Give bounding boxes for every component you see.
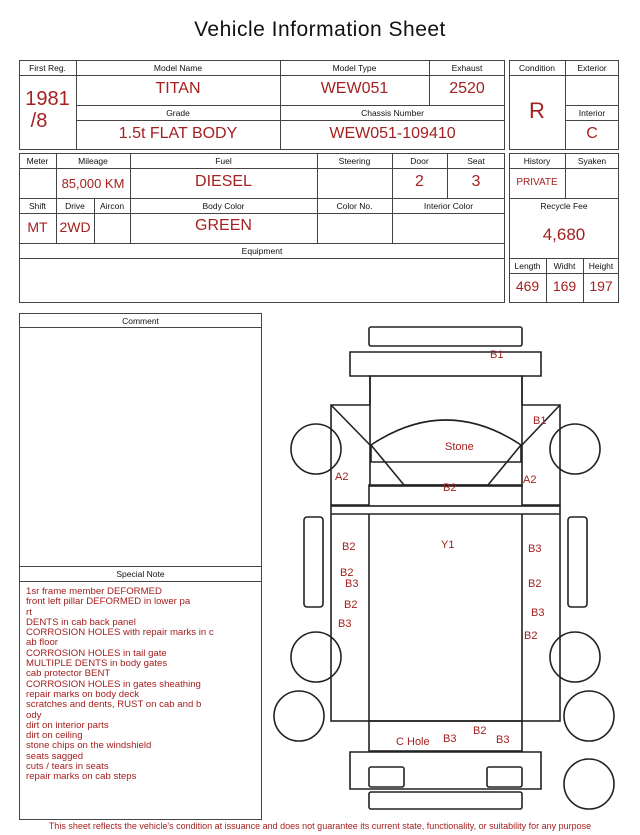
special-note-line: repair marks on body deck [26,688,140,700]
first-reg-year: 1981 [25,88,70,110]
length-label: Length [514,261,541,271]
special-note-line: DENTS in cab back panel [26,616,136,628]
comment-label: Comment [122,316,159,326]
front-bumper-outline [369,327,522,346]
wheel-rear-left [274,691,324,741]
door-label: Door [410,156,429,166]
mark-b2-back-1: B2 [473,725,487,737]
truck-damage-diagram [262,310,640,820]
equipment-label: Equipment [241,246,283,256]
special-note-line: scratches and dents, RUST on cab and b [26,699,202,711]
wheel-mid-right [550,632,600,682]
first-reg-month: /8 [30,110,48,132]
mark-b3-back-2: B3 [496,734,510,746]
wheel-rear-right [564,691,614,741]
special-note-line: dirt on interior parts [26,719,109,731]
mark-b1-right: B1 [533,415,547,427]
right-side-rail [568,517,587,607]
mark-b2-left-2: B2 [340,567,354,579]
mark-b1-top: B1 [490,349,504,361]
wheel-mid-left [291,632,341,682]
cab-roof-outline [370,376,522,486]
mark-stone: Stone [445,441,474,453]
syaken-label: Syaken [577,156,607,166]
mark-b2-left-3: B2 [344,599,358,611]
body-color-label: Body Color [202,201,245,211]
mark-b2-right-2: B2 [524,630,538,642]
mark-c-hole: C Hole [396,736,430,748]
door-value: 2 [415,173,424,190]
steering-label: Steering [338,156,371,166]
special-note-line: repair marks on cab steps [26,771,137,783]
exhaust-label: Exhaust [451,63,483,73]
mark-a2-left: A2 [335,471,349,483]
model-name-label: Model Name [153,63,203,73]
history-value: PRIVATE [516,177,558,188]
left-side-rail [304,517,323,607]
page-title: Vehicle Information Sheet [194,18,446,41]
special-note-line: dirt on ceiling [26,730,83,742]
grade-label: Grade [166,108,190,118]
color-no-label: Color No. [336,201,373,211]
special-note-line: MULTIPLE DENTS in body gates [26,658,168,670]
model-type-label: Model Type [332,63,377,73]
body-color-value: GREEN [195,217,252,234]
mileage-label: Mileage [78,156,108,166]
height-label: Height [588,261,614,271]
rear-bumper-outline [350,752,541,789]
mark-b3-right-1: B3 [528,543,542,555]
exterior-label: Exterior [577,63,607,73]
recycle-fee-value: 4,680 [542,225,586,244]
condition-value: R [529,98,545,123]
exhaust-value: 2520 [449,80,485,97]
first-reg-label: First Reg. [29,63,66,73]
meter-label: Meter [26,156,49,166]
mark-b2-right-1: B2 [528,578,542,590]
width-value: 169 [552,278,577,294]
recycle-fee-label: Recycle Fee [540,201,588,211]
special-note-label: Special Note [116,569,165,579]
wheel-front-left [291,424,341,474]
mark-b3-left-1: B3 [345,578,359,590]
interior-label: Interior [578,108,606,118]
width-label: Widht [553,261,576,271]
aircon-label: Aircon [99,201,125,211]
special-note-line: front left pillar DEFORMED in lower pa [26,596,191,608]
special-note-line: ab floor [26,637,58,649]
mark-b3-back-1: B3 [443,733,457,745]
shift-label: Shift [28,201,46,211]
chassis-number-value: WEW051-109410 [329,125,456,142]
special-note-line: CORROSION HOLES in tail gate [26,647,167,659]
seat-value: 3 [471,173,481,190]
condition-label: Condition [519,63,555,73]
mark-b2-left-1: B2 [342,541,356,553]
interior-value: C [586,125,598,142]
special-note-line: cab protector BENT [26,668,111,680]
shift-value: MT [27,219,48,235]
length-value: 469 [515,278,540,294]
special-note-line: rt [26,606,32,618]
model-type-value: WEW051 [320,80,389,97]
mark-y1: Y1 [441,539,455,551]
mark-b2-cab: B2 [443,482,457,494]
mileage-value: 85,000 KM [61,176,125,191]
interior-color-label: Interior Color [423,201,474,211]
drive-value: 2WD [59,219,91,235]
grade-value: 1.5t FLAT BODY [118,125,238,142]
special-note-line: ody [26,709,42,721]
mark-a2-right: A2 [523,474,537,486]
drive-label: Drive [65,201,85,211]
mark-b3-left-2: B3 [338,618,352,630]
mark-b3-right-2: B3 [531,607,545,619]
spare-wheel [564,759,614,809]
special-note-line: CORROSION HOLES in gates sheathing [26,678,201,690]
special-note-line: CORROSION HOLES with repair marks in c [26,627,214,639]
special-note-line: stone chips on the windshield [26,740,152,752]
special-note-line: cuts / tears in seats [26,761,109,773]
special-notes-list [26,587,236,783]
wheel-front-right [550,424,600,474]
height-value: 197 [589,278,613,294]
history-label: History [523,156,551,166]
chassis-number-label: Chassis Number [361,108,424,118]
fuel-label: Fuel [215,156,232,166]
fuel-value: DIESEL [195,173,252,190]
seat-label: Seat [467,156,485,166]
special-note-line: seats sagged [26,750,84,762]
disclaimer-footer: This sheet reflects the vehicle's condition at issuance and does not guarantee its current state, functionality, or suitability for any purpose [48,821,592,831]
model-name-value: TITAN [155,80,201,97]
special-note-line: 1sr frame member DEFORMED [26,586,162,597]
